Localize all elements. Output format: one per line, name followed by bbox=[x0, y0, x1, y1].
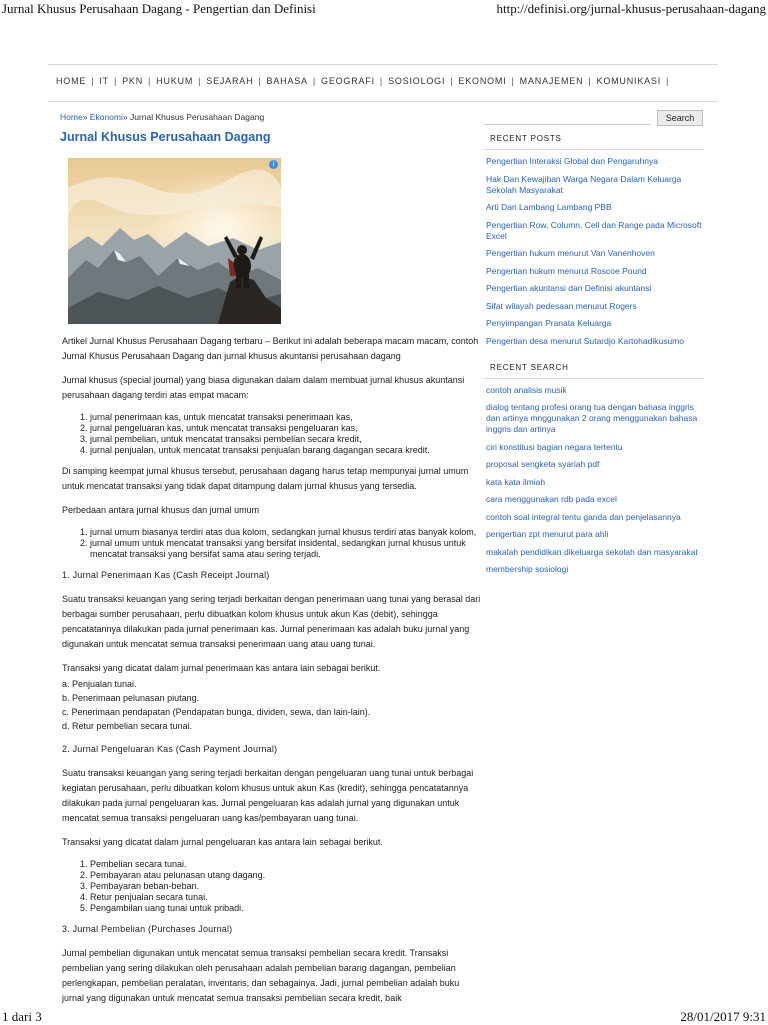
post-title: Jurnal Khusus Perusahaan Dagang bbox=[60, 130, 271, 144]
list-item: 4. Retur penjualan secara tunai. bbox=[90, 892, 482, 903]
sidebar-list-item bbox=[486, 156, 704, 167]
sidebar-list-item bbox=[486, 459, 704, 470]
breadcrumb-category-link[interactable]: Ekonomi bbox=[89, 112, 123, 122]
recent-post-link[interactable]: Pengertian Row, Column, Cell dan Range pada Microsoft Excel bbox=[486, 219, 702, 241]
nav-menu-entry bbox=[99, 76, 122, 86]
nav-menu-entry bbox=[156, 76, 206, 86]
recent-search-link[interactable]: kata kata ilmiah bbox=[486, 476, 546, 487]
print-footer bbox=[0, 1008, 768, 1024]
section-heading: 3. Jurnal Pembelian (Purchases Journal) bbox=[62, 924, 233, 934]
breadcrumb-separator: » bbox=[122, 112, 128, 122]
recent-posts-heading: RECENT POSTS bbox=[484, 126, 704, 150]
nav-item-sejarah[interactable]: SEJARAH bbox=[206, 76, 254, 86]
differences-list bbox=[62, 527, 482, 560]
nav-separator: | bbox=[148, 76, 152, 86]
nav-item-sosiologi[interactable]: SOSIOLOGI bbox=[388, 76, 446, 86]
recent-search-link[interactable]: pengertian zpt menurut para ahli bbox=[486, 529, 609, 539]
section-heading: 1. Jurnal Penerimaan Kas (Cash Receipt Journal) bbox=[62, 570, 270, 580]
sidebar-list-item bbox=[486, 336, 704, 347]
sidebar-list-item bbox=[486, 248, 704, 259]
ad-choices-icon[interactable]: i bbox=[269, 160, 278, 169]
print-page-number: 1 dari 3 bbox=[2, 1009, 42, 1024]
sidebar-list-item bbox=[486, 266, 704, 277]
article-paragraph: Transaksi yang dicatat dalam jurnal penerimaan kas antara lain sebagai berikut. bbox=[62, 663, 381, 673]
print-header bbox=[0, 0, 768, 20]
recent-search-link[interactable]: makalah pendidikan dikeluarga sekolah dan masyarakat bbox=[486, 546, 698, 557]
sidebar-list-item bbox=[486, 174, 704, 196]
list-item: 2. Pembayaran atau pelunasan utang dagang. bbox=[90, 870, 482, 881]
list-item: c. Penerimaan pendapatan (Pendapatan bunga, dividen, sewa, dan lain-lain). bbox=[62, 707, 371, 717]
recent-post-link[interactable]: Pengertian Interaksi Global dan Pengaruhnya bbox=[486, 156, 659, 166]
article-paragraph: Transaksi yang dicatat dalam jurnal pengeluaran kas antara lain sebagai berikut. bbox=[62, 837, 383, 847]
mountain-climber-photo bbox=[68, 158, 281, 324]
list-item: 3. jurnal pembelian, untuk mencatat transaksi pembelian secara kredit, bbox=[90, 434, 482, 445]
nav-separator: | bbox=[666, 76, 670, 86]
search-input[interactable] bbox=[484, 110, 650, 125]
main-content bbox=[60, 108, 480, 168]
sidebar-list-item bbox=[486, 402, 704, 435]
advertisement-image[interactable] bbox=[68, 158, 281, 324]
recent-post-link[interactable]: Penyimpangan Pranata Keluarga bbox=[486, 318, 612, 328]
recent-search-link[interactable]: contoh soal integral tentu ganda dan penjelasannya bbox=[486, 511, 681, 522]
sidebar-list-item bbox=[486, 529, 704, 540]
breadcrumb-separator: » bbox=[82, 112, 88, 122]
nav-item-hukum[interactable]: HUKUM bbox=[156, 76, 194, 86]
sidebar-list-item bbox=[486, 547, 704, 558]
nav-item-komunikasi[interactable]: KOMUNIKASI bbox=[596, 76, 662, 86]
nav-item-geografi[interactable]: GEOGRAFI bbox=[321, 76, 375, 86]
nav-menu-entry bbox=[321, 76, 388, 86]
article-paragraph: Suatu transaksi keuangan yang sering terjadi berkaitan dengan penerimaan uang tunai yang berasal dari berbagai sumber perusahaan, perlu dibuatkan kolom khusus untuk akun Kas (debit), sehingga pencatatannya dilakukan pada jurnal penerimaan kas. Jurnal penerimaan kas adalah buku jurnal yang digunakan untuk mencatat semua transaksi penerimaan uang atau uang tunai. bbox=[62, 594, 481, 649]
nav-list bbox=[56, 76, 674, 86]
sidebar-list-item bbox=[486, 512, 704, 523]
list-item: 3. Pembayaran beban-beban. bbox=[90, 881, 482, 892]
nav-separator: | bbox=[91, 76, 95, 86]
recent-search-link[interactable]: contoh analisis musik bbox=[486, 384, 567, 395]
recent-search-link[interactable]: cara menggunakan rdb pada excel bbox=[486, 494, 617, 504]
nav-separator: | bbox=[198, 76, 202, 86]
sidebar-list-item bbox=[486, 202, 704, 213]
recent-post-link[interactable]: Pengertian desa menurut Sutardjo Kartohadikusumo bbox=[486, 335, 684, 346]
nav-separator: | bbox=[588, 76, 592, 86]
cash-receipt-transactions-list bbox=[62, 677, 482, 733]
breadcrumb bbox=[60, 112, 480, 122]
nav-menu-entry bbox=[267, 76, 321, 86]
list-item: b. Penerimaan pelunasan piutang. bbox=[62, 693, 200, 703]
list-item: 1. jurnal umum biasanya terdiri atas dua kolom, sedangkan jurnal khusus terdiri atas banyak kolom, bbox=[90, 527, 482, 538]
nav-separator: | bbox=[511, 76, 515, 86]
recent-search-list bbox=[484, 385, 704, 576]
recent-post-link[interactable]: Arti Dari Lambang Lambang PBB bbox=[486, 202, 612, 212]
nav-separator: | bbox=[312, 76, 317, 86]
list-item: 5. Pengambilan uang tunai untuk pribadi. bbox=[90, 903, 482, 914]
nav-menu-entry bbox=[206, 76, 266, 86]
sidebar-list-item bbox=[486, 283, 704, 294]
nav-separator: | bbox=[450, 76, 454, 86]
sidebar-list-item bbox=[486, 318, 704, 329]
search-form bbox=[484, 108, 704, 126]
section-heading: 2. Jurnal Pengeluaran Kas (Cash Payment Journal) bbox=[62, 744, 278, 754]
list-item: a. Penjualan tunai. bbox=[62, 679, 137, 689]
article-paragraph: Suatu transaksi keuangan yang sering terjadi berkaitan dengan pengeluaran uang tunai untuk berbagai kegiatan perusahaan, perlu dibuatkan kolom khusus untuk akun Kas (kredit), sehingga pencatatannya dilakukan pada jurnal pengeluaran kas. Jurnal pengeluaran kas adalah jurnal yang digunakan untuk mencatat semua transaksi pengeluaran uang kas/pembayaran uang tunai. bbox=[62, 768, 474, 823]
nav-menu-entry bbox=[56, 76, 99, 86]
sidebar-list-item bbox=[486, 564, 704, 575]
print-datetime: 28/01/2017 9:31 bbox=[680, 1009, 766, 1024]
sidebar bbox=[484, 108, 704, 582]
recent-post-link[interactable]: Sifat wilayah pedesaan menurut Rogers bbox=[486, 300, 637, 311]
recent-search-link[interactable]: dialog tentang profesi orang tua dengan bahasa inggris dan artinya mnggunakan 2 orang menggunakan bahasa inggris dan artinya bbox=[486, 402, 698, 434]
list-item: 1. Pembelian secara tunai. bbox=[90, 859, 482, 870]
nav-separator: | bbox=[379, 76, 384, 86]
list-item: 2. jurnal umum untuk mencatat transaksi yang bersifat insidental, sedangkan jurnal khusus untuk mencatat transaksi yang bersifat sama atau sering terjadi. bbox=[90, 538, 482, 560]
main-navigation bbox=[48, 64, 718, 102]
nav-menu-entry bbox=[458, 76, 519, 86]
nav-item-manajemen[interactable]: MANAJEMEN bbox=[519, 76, 584, 86]
breadcrumb-home-link[interactable]: Home bbox=[60, 112, 83, 122]
recent-search-link[interactable]: proposal sengketa syariah pdf bbox=[486, 459, 600, 469]
nav-item-home[interactable]: HOME bbox=[56, 76, 87, 86]
article-paragraph: Jurnal pembelian digunakan untuk mencatat semua transaksi pembelian secara kredit. Transaksi pembelian yang sering dilakukan oleh perusahaan adalah pembelian barang dagangan, pembelian perlengkapan, pembelian peralatan, inventaris, dan sebagainya. Jadi, jurnal pembelian adalah buku jurnal yang digunakan untuk mencatat semua transaksi pembelian secara kredit, baik bbox=[62, 948, 460, 1003]
cash-payment-transactions-list bbox=[62, 859, 482, 914]
sidebar-list-item bbox=[486, 477, 704, 488]
recent-post-link[interactable]: Hak Dan Kewajiban Warga Negara Dalam Keluarga Sekolah Masyarakat bbox=[486, 173, 682, 195]
list-item: 2. jurnal pengeluaran kas, untuk mencatat transaksi pengeluaran kas, bbox=[90, 423, 482, 434]
sidebar-list-item bbox=[486, 220, 704, 242]
nav-item-pkn[interactable]: PKN bbox=[122, 76, 143, 86]
nav-item-it[interactable]: IT bbox=[99, 76, 109, 86]
sidebar-list-item bbox=[486, 385, 704, 396]
print-page-url: http://definisi.org/jurnal-khusus-perusahaan-dagang bbox=[496, 1, 766, 16]
recent-post-link[interactable]: Pengertian akuntansi dan Definisi akuntansi bbox=[486, 283, 652, 293]
recent-post-link[interactable]: Pengertian hukum menurut Roscoe Pound bbox=[486, 265, 647, 276]
list-item: 1. jurnal penerimaan kas, untuk mencatat transaksi penerimaan kas, bbox=[90, 412, 482, 423]
nav-menu-entry bbox=[122, 76, 156, 86]
breadcrumb-current: Jurnal Khusus Perusahaan Dagang bbox=[129, 112, 265, 122]
recent-search-link[interactable]: membership sosiologi bbox=[486, 564, 569, 574]
article-intro: Artikel Jurnal Khusus Perusahaan Dagang terbaru – Berikut ini adalah beberapa macam macam, contoh Jurnal Khusus Perusahaan Dagang dan jurnal khusus akuntansi perusahaan dagang bbox=[62, 336, 479, 361]
nav-item-ekonomi[interactable]: EKONOMI bbox=[458, 76, 507, 86]
list-item: d. Retur pembelian secara tunai. bbox=[62, 721, 193, 731]
recent-search-link[interactable]: ciri konstitusi bagian negara tertentu bbox=[486, 441, 623, 452]
list-item: 4. jurnal penjualan, untuk mencatat transaksi penjualan barang dagangan secara kredit. bbox=[90, 445, 482, 456]
recent-search-heading: RECENT SEARCH bbox=[484, 355, 704, 379]
sidebar-list-item bbox=[486, 301, 704, 312]
nav-menu-entry bbox=[597, 76, 675, 86]
article-body bbox=[62, 334, 482, 1015]
article-paragraph: Jurnal khusus (special journal) yang biasa digunakan dalam dalam membuat jurnal khusus akuntansi perusahaan dagang terdiri atas empat macam: bbox=[62, 375, 465, 400]
article-paragraph: Di samping keempat jurnal khusus tersebut, perusahaan dagang harus tetap mempunyai jurnal umum untuk mencatat transaksi yang tidak dapat ditampung dalam jurnal khusus yang tersedia. bbox=[62, 466, 469, 491]
nav-menu-entry bbox=[388, 76, 458, 86]
nav-menu-entry bbox=[520, 76, 597, 86]
search-button[interactable]: Search bbox=[657, 110, 703, 126]
nav-item-bahasa[interactable]: BAHASA bbox=[266, 76, 308, 86]
sidebar-list-item bbox=[486, 442, 704, 453]
recent-posts-list bbox=[484, 156, 704, 347]
sidebar-list-item bbox=[486, 494, 704, 505]
nav-separator: | bbox=[113, 76, 118, 86]
recent-post-link[interactable]: Pengertian hukum menurut Van Vanenhoven bbox=[486, 248, 655, 258]
journal-types-list bbox=[62, 412, 482, 456]
print-page-title: Jurnal Khusus Perusahaan Dagang - Pengertian dan Definisi bbox=[2, 1, 316, 16]
article-paragraph: Perbedaan antara jurnal khusus dan jurnal umum bbox=[62, 505, 260, 515]
nav-separator: | bbox=[258, 76, 262, 86]
